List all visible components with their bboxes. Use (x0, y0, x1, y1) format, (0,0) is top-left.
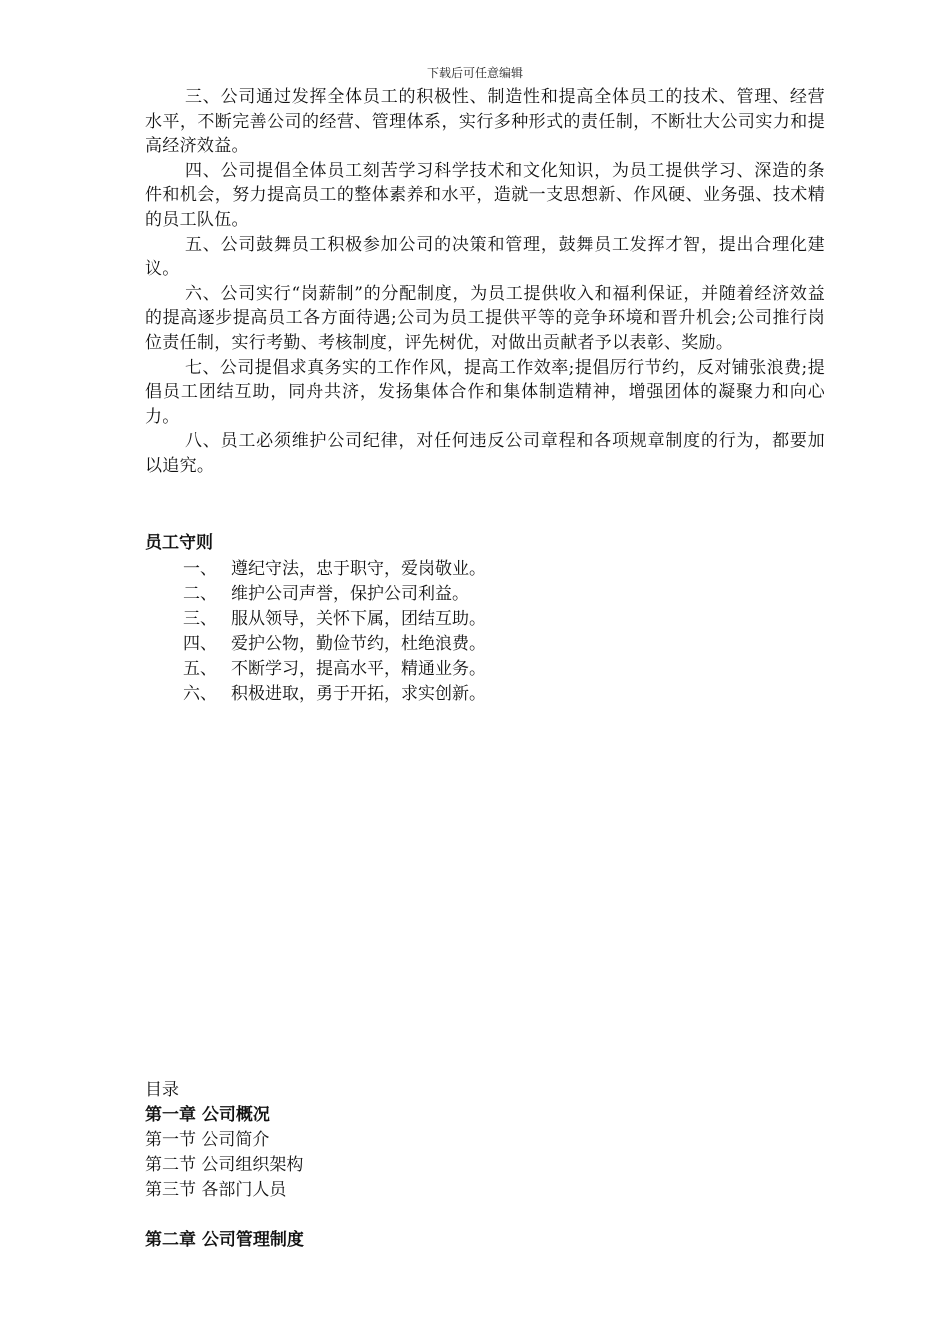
rule-number: 五、 (183, 659, 217, 679)
paragraph-4: 四、公司提倡全体员工刻苦学习科学技术和文化知识，为员工提供学习、深造的条件和机会，努力提高员工的整体素养和水平，造就一支思想新、作风硬、业务强、技术精的员工队伍。 (145, 160, 825, 230)
toc-title: 目录 (145, 1080, 179, 1100)
paragraph-3: 三、公司通过发挥全体员工的积极性、制造性和提高全体员工的技术、管理、经营水平，不断完善公司的经营、管理体系，实行多种形式的责任制，不断壮大公司实力和提高经济效益。 (145, 87, 825, 157)
rule-text: 服从领导，关怀下属，团结互助。 (231, 609, 486, 629)
rule-text: 遵纪守法，忠于职守，爱岗敬业。 (231, 559, 486, 579)
rule-item (183, 682, 486, 707)
toc-chapter-2: 第二章 公司管理制度 (145, 1230, 304, 1250)
rule-text: 不断学习，提高水平，精通业务。 (231, 659, 486, 679)
paragraph-7: 七、公司提倡求真务实的工作作风，提高工作效率;提倡厉行节约，反对铺张浪费;提倡员工团结互助，同舟共济，发扬集体合作和集体制造精神，增强团体的凝聚力和向心力。 (145, 357, 825, 427)
rule-number: 二、 (183, 584, 217, 604)
rule-item (183, 657, 486, 682)
regulations-body (145, 85, 825, 479)
rule-item (183, 582, 486, 607)
rule-number: 一、 (183, 559, 217, 579)
rule-text: 积极进取，勇于开拓，求实创新。 (231, 684, 486, 704)
toc-section-3: 第三节 各部门人员 (145, 1180, 287, 1200)
toc-section-1: 第一节 公司简介 (145, 1130, 270, 1150)
rule-item (183, 607, 486, 632)
rule-text: 爱护公物，勤俭节约，杜绝浪费。 (231, 634, 486, 654)
toc-chapter-1: 第一章 公司概况 (145, 1105, 270, 1125)
rule-text: 维护公司声誉，保护公司利益。 (231, 584, 469, 604)
rules-list (183, 557, 486, 707)
rule-number: 六、 (183, 684, 217, 704)
rule-item (183, 557, 486, 582)
table-of-contents (145, 1078, 304, 1253)
rule-number: 四、 (183, 634, 217, 654)
rule-number: 三、 (183, 609, 217, 629)
toc-spacer (145, 1203, 304, 1228)
rule-item (183, 632, 486, 657)
toc-section-2: 第二节 公司组织架构 (145, 1155, 304, 1175)
page-header: 下载后可任意编辑 (426, 66, 523, 80)
paragraph-8: 八、员工必须维护公司纪律，对任何违反公司章程和各项规章制度的行为，都要加以追究。 (145, 431, 825, 476)
paragraph-6: 六、公司实行“岗薪制”的分配制度，为员工提供收入和福利保证，并随着经济效益的提高逐步提高员工各方面待遇;公司为员工提供平等的竞争环境和晋升机会;公司推行岗位责任制，实行考勤、考核制度，评先树优，对做出贡献者予以表彰、奖励。 (145, 283, 825, 353)
paragraph-5: 五、公司鼓舞员工积极参加公司的决策和管理，鼓舞员工发挥才智，提出合理化建议。 (145, 234, 825, 280)
rules-title: 员工守则 (145, 533, 213, 553)
